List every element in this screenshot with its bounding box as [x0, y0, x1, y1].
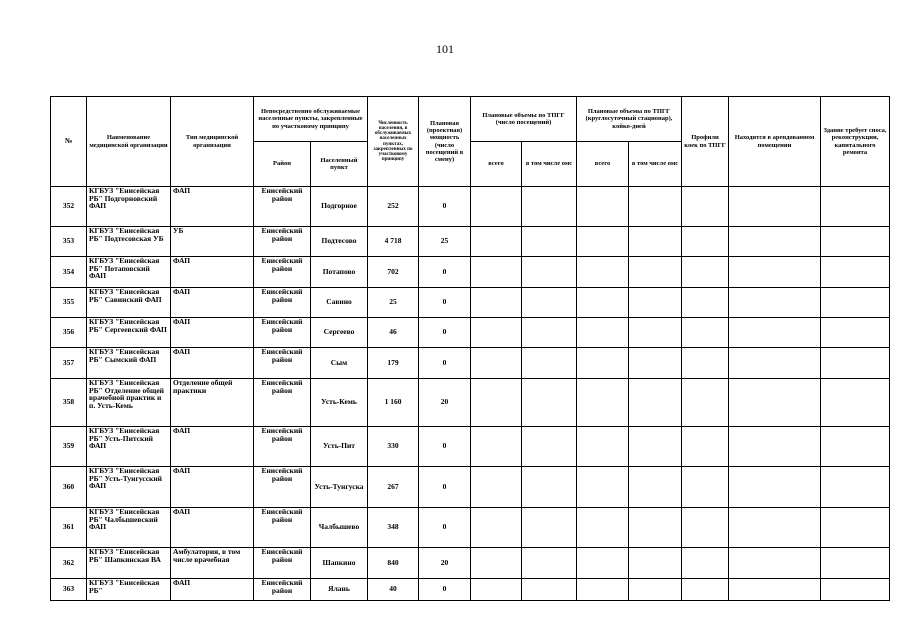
row-number: 353: [51, 227, 87, 257]
row-number: 355: [51, 288, 87, 318]
header-population: Численность населения, в обслуживаемых населенных пунктах, закрепленных по участковому принципу: [368, 97, 419, 187]
empty-cell: [577, 318, 629, 348]
empty-cell: [629, 348, 682, 379]
organization-name: КГБУЗ "Енисейская РБ" Сергеевский ФАП: [87, 318, 171, 348]
header-visits-oms: в том числе омс: [522, 142, 577, 187]
header-visits-total: всего: [471, 142, 522, 187]
empty-cell: [729, 187, 821, 227]
row-number: 361: [51, 508, 87, 548]
settlement-cell: Ялань: [311, 579, 368, 601]
table-row: [51, 427, 890, 467]
empty-cell: [577, 288, 629, 318]
row-number: 357: [51, 348, 87, 379]
empty-cell: [729, 579, 821, 601]
population-cell: 348: [368, 508, 419, 548]
organization-type: ФАП: [171, 187, 254, 227]
empty-cell: [471, 379, 522, 427]
empty-cell: [821, 508, 890, 548]
organization-name: КГБУЗ "Енисейская РБ" Подтесовская УБ: [87, 227, 171, 257]
empty-cell: [821, 379, 890, 427]
row-number: 354: [51, 257, 87, 288]
empty-cell: [821, 187, 890, 227]
capacity-cell: 0: [419, 427, 471, 467]
organization-name: КГБУЗ "Енисейская РБ" Усть-Питский ФАП: [87, 427, 171, 467]
table-body: [51, 187, 890, 601]
empty-cell: [522, 427, 577, 467]
settlement-cell: Усть-Кемь: [311, 379, 368, 427]
table-row: [51, 548, 890, 579]
organization-type: Отделение общей практики: [171, 379, 254, 427]
table-row: [51, 227, 890, 257]
empty-cell: [729, 467, 821, 508]
row-number: 363: [51, 579, 87, 601]
empty-cell: [729, 508, 821, 548]
settlement-cell: Шапкино: [311, 548, 368, 579]
row-number: 356: [51, 318, 87, 348]
empty-cell: [471, 508, 522, 548]
population-cell: 840: [368, 548, 419, 579]
empty-cell: [821, 257, 890, 288]
population-cell: 46: [368, 318, 419, 348]
organization-type: ФАП: [171, 427, 254, 467]
organization-type: УБ: [171, 227, 254, 257]
header-repair: Здание требует сноса, реконструкции, капитального ремонта: [821, 97, 890, 187]
organization-type: ФАП: [171, 579, 254, 601]
empty-cell: [682, 427, 729, 467]
settlement-cell: Сым: [311, 348, 368, 379]
settlement-cell: Усть-Тунгуска: [311, 467, 368, 508]
row-number: 360: [51, 467, 87, 508]
capacity-cell: 0: [419, 348, 471, 379]
empty-cell: [471, 288, 522, 318]
table-row: [51, 348, 890, 379]
capacity-cell: 0: [419, 467, 471, 508]
header-hospital-oms: в том числе омс: [629, 142, 682, 187]
empty-cell: [729, 379, 821, 427]
table-row: [51, 508, 890, 548]
population-cell: 179: [368, 348, 419, 379]
district-cell: Енисейский район: [254, 579, 311, 601]
organization-name: КГБУЗ "Енисейская РБ" Сымский ФАП: [87, 348, 171, 379]
organization-type: ФАП: [171, 257, 254, 288]
capacity-cell: 20: [419, 548, 471, 579]
district-cell: Енисейский район: [254, 187, 311, 227]
empty-cell: [577, 227, 629, 257]
capacity-cell: 20: [419, 379, 471, 427]
row-number: 358: [51, 379, 87, 427]
organization-name: КГБУЗ "Енисейская РБ" Подгорновский ФАП: [87, 187, 171, 227]
organization-name: КГБУЗ "Енисейская РБ" Чалбышевский ФАП: [87, 508, 171, 548]
population-cell: 702: [368, 257, 419, 288]
district-cell: Енисейский район: [254, 257, 311, 288]
empty-cell: [577, 379, 629, 427]
empty-cell: [729, 348, 821, 379]
organization-name: КГБУЗ "Енисейская РБ" Шапкинская ВА: [87, 548, 171, 579]
district-cell: Енисейский район: [254, 379, 311, 427]
capacity-cell: 0: [419, 508, 471, 548]
empty-cell: [577, 508, 629, 548]
empty-cell: [682, 508, 729, 548]
empty-cell: [471, 257, 522, 288]
header-rented: Находится в арендованном помещении: [729, 97, 821, 187]
empty-cell: [729, 227, 821, 257]
empty-cell: [522, 227, 577, 257]
empty-cell: [522, 257, 577, 288]
population-cell: 4 718: [368, 227, 419, 257]
row-number: 362: [51, 548, 87, 579]
table-row: [51, 579, 890, 601]
empty-cell: [629, 379, 682, 427]
header-num: №: [51, 97, 87, 187]
empty-cell: [821, 427, 890, 467]
district-cell: Енисейский район: [254, 467, 311, 508]
population-cell: 40: [368, 579, 419, 601]
organization-name: КГБУЗ "Енисейская РБ": [87, 579, 171, 601]
header-settlement: Населенный пункт: [311, 142, 368, 187]
empty-cell: [577, 579, 629, 601]
empty-cell: [729, 257, 821, 288]
empty-cell: [471, 227, 522, 257]
district-cell: Енисейский район: [254, 427, 311, 467]
capacity-cell: 0: [419, 579, 471, 601]
organization-type: ФАП: [171, 467, 254, 508]
capacity-cell: 0: [419, 288, 471, 318]
district-cell: Енисейский район: [254, 227, 311, 257]
district-cell: Енисейский район: [254, 288, 311, 318]
empty-cell: [577, 427, 629, 467]
organization-name: КГБУЗ "Енисейская РБ" Отделение общей врачебной практик и п. Усть-Кемь: [87, 379, 171, 427]
capacity-cell: 0: [419, 257, 471, 288]
empty-cell: [682, 257, 729, 288]
empty-cell: [729, 548, 821, 579]
organization-type: ФАП: [171, 508, 254, 548]
empty-cell: [522, 348, 577, 379]
table-row: [51, 467, 890, 508]
empty-cell: [522, 508, 577, 548]
header-capacity: Плановая (проектная) мощность (число посещений в смену): [419, 97, 471, 187]
population-cell: 1 160: [368, 379, 419, 427]
empty-cell: [471, 467, 522, 508]
empty-cell: [629, 288, 682, 318]
organization-type: Амбулатория, в том числе врачебная: [171, 548, 254, 579]
empty-cell: [471, 548, 522, 579]
empty-cell: [821, 348, 890, 379]
empty-cell: [522, 467, 577, 508]
capacity-cell: 25: [419, 227, 471, 257]
empty-cell: [522, 379, 577, 427]
empty-cell: [522, 288, 577, 318]
settlement-cell: Потапово: [311, 257, 368, 288]
empty-cell: [682, 187, 729, 227]
header-hospital-total: всего: [577, 142, 629, 187]
empty-cell: [629, 467, 682, 508]
empty-cell: [821, 467, 890, 508]
empty-cell: [471, 318, 522, 348]
header-type: Тип медицинской организации: [171, 97, 254, 187]
empty-cell: [682, 348, 729, 379]
empty-cell: [471, 579, 522, 601]
empty-cell: [821, 579, 890, 601]
table-row: [51, 288, 890, 318]
organization-name: КГБУЗ "Енисейская РБ" Савинский ФАП: [87, 288, 171, 318]
empty-cell: [629, 508, 682, 548]
table-row: [51, 379, 890, 427]
empty-cell: [471, 348, 522, 379]
empty-cell: [471, 187, 522, 227]
settlement-cell: Усть-Пит: [311, 427, 368, 467]
header-hospital: Плановые объемы по ТПГГ (круглосуточный стационар), койко-дней: [577, 97, 682, 142]
district-cell: Енисейский район: [254, 508, 311, 548]
settlement-cell: Чалбышево: [311, 508, 368, 548]
page-number: 101: [436, 42, 454, 56]
header-district: Район: [254, 142, 311, 187]
empty-cell: [522, 579, 577, 601]
settlement-cell: Сергеево: [311, 318, 368, 348]
settlement-cell: Подгорное: [311, 187, 368, 227]
capacity-cell: 0: [419, 318, 471, 348]
empty-cell: [471, 427, 522, 467]
population-cell: 252: [368, 187, 419, 227]
organization-type: ФАП: [171, 288, 254, 318]
empty-cell: [729, 427, 821, 467]
district-cell: Енисейский район: [254, 348, 311, 379]
empty-cell: [522, 187, 577, 227]
organization-type: ФАП: [171, 318, 254, 348]
empty-cell: [682, 379, 729, 427]
table-row: [51, 257, 890, 288]
empty-cell: [629, 548, 682, 579]
settlement-cell: Савино: [311, 288, 368, 318]
empty-cell: [682, 579, 729, 601]
empty-cell: [629, 187, 682, 227]
empty-cell: [682, 318, 729, 348]
empty-cell: [577, 257, 629, 288]
empty-cell: [682, 227, 729, 257]
population-cell: 25: [368, 288, 419, 318]
empty-cell: [577, 467, 629, 508]
empty-cell: [629, 227, 682, 257]
table-row: [51, 187, 890, 227]
organization-type: ФАП: [171, 348, 254, 379]
empty-cell: [577, 548, 629, 579]
empty-cell: [577, 348, 629, 379]
empty-cell: [629, 318, 682, 348]
population-cell: 330: [368, 427, 419, 467]
empty-cell: [821, 288, 890, 318]
header-beds: Профили коек по ТПГГ: [682, 97, 729, 187]
empty-cell: [577, 187, 629, 227]
empty-cell: [729, 288, 821, 318]
organization-name: КГБУЗ "Енисейская РБ" Потаповский ФАП: [87, 257, 171, 288]
empty-cell: [821, 548, 890, 579]
header-attached: Непосредственно обслуживаемые населенные пункты, закрепленные по участковому принципу: [254, 97, 368, 142]
district-cell: Енисейский район: [254, 318, 311, 348]
row-number: 359: [51, 427, 87, 467]
row-number: 352: [51, 187, 87, 227]
empty-cell: [682, 288, 729, 318]
empty-cell: [682, 548, 729, 579]
empty-cell: [522, 318, 577, 348]
header-visits: Плановые объемы по ТПГГ (число посещений): [471, 97, 577, 142]
settlement-cell: Подтесово: [311, 227, 368, 257]
table-row: [51, 318, 890, 348]
empty-cell: [729, 318, 821, 348]
empty-cell: [522, 548, 577, 579]
empty-cell: [682, 467, 729, 508]
header-name: Наименование медицинской организации: [87, 97, 171, 187]
capacity-cell: 0: [419, 187, 471, 227]
empty-cell: [821, 227, 890, 257]
empty-cell: [629, 427, 682, 467]
medical-organizations-table: [50, 96, 890, 601]
empty-cell: [629, 257, 682, 288]
empty-cell: [821, 318, 890, 348]
district-cell: Енисейский район: [254, 548, 311, 579]
empty-cell: [629, 579, 682, 601]
population-cell: 267: [368, 467, 419, 508]
organization-name: КГБУЗ "Енисейская РБ" Усть-Тунгусский ФАП: [87, 467, 171, 508]
